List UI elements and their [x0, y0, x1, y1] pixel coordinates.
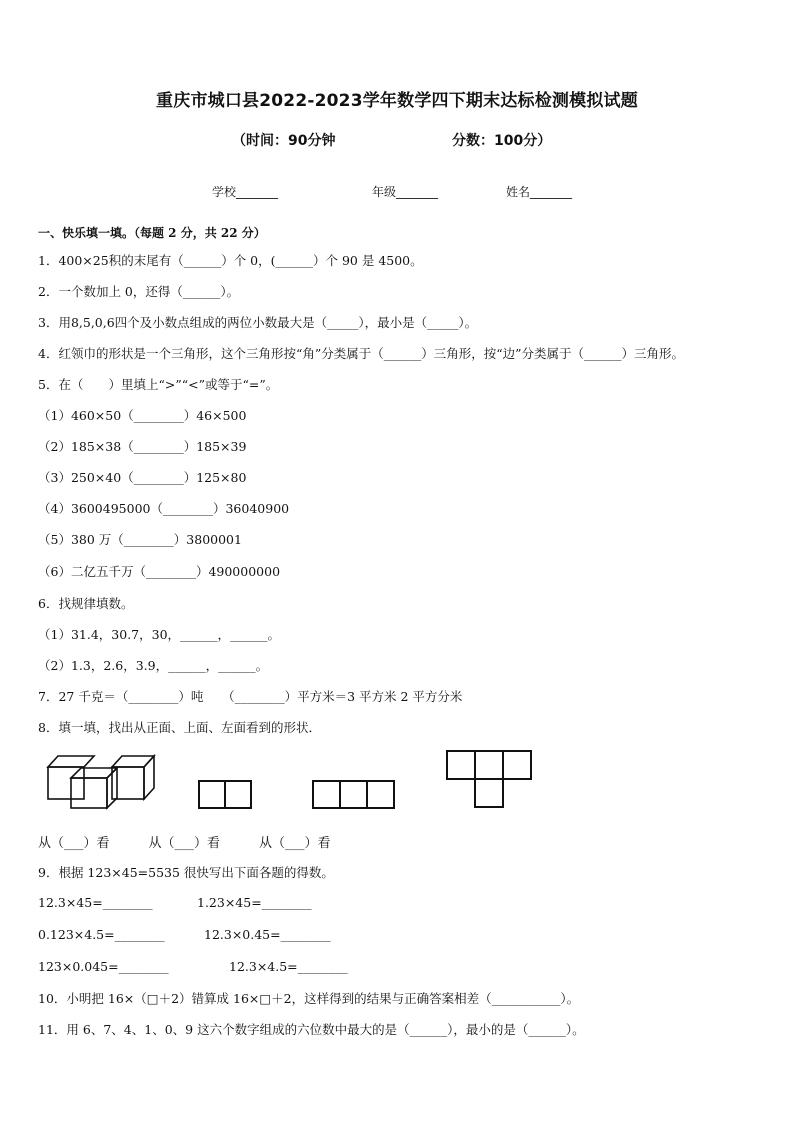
question-9-c2: 12.3×4.5=________ — [229, 959, 348, 974]
question-9-b1: 0.123×4.5=________ — [38, 927, 165, 942]
question-11: 11．用 6、7、4、1、0、9 这六个数字组成的六位数中最大的是（______），最小的是（______）。 — [38, 1022, 585, 1037]
section-heading: 一、快乐填一填。（每题 2 分，共 22 分） — [38, 226, 266, 240]
question-9-b2: 12.3×0.45=________ — [204, 927, 331, 942]
t-shape-view — [446, 750, 536, 810]
question-5-4: （4）3600495000（________）36040900 — [38, 501, 290, 516]
question-2: 2．一个数加上 0，还得（______）。 — [38, 284, 240, 299]
question-10: 10．小明把 16×（□＋2）错算成 16×□＋2，这样得到的结果与正确答案相差（___________）。 — [38, 991, 580, 1006]
question-5-1: （1）460×50（________）46×500 — [38, 408, 247, 423]
question-3: 3．用8,5,0,6四个及小数点组成的两位小数最大是（_____），最小是（_____）。 — [38, 315, 478, 330]
exam-score: 分数：100分） — [452, 133, 552, 149]
question-9: 9．根据 123×45=5535 很快写出下面各题的得数。 — [38, 865, 334, 880]
question-6-2: （2）1.3，2.6，3.9，______，______。 — [38, 658, 269, 673]
question-9-a1: 12.3×45=________ — [38, 895, 153, 910]
two-square-view — [198, 780, 254, 810]
question-9-c1: 123×0.045=________ — [38, 959, 169, 974]
question-6-1: （1）31.4，30.7，30，______，______。 — [38, 627, 281, 642]
question-8-views: 从（___）看 从（___）看 从（___）看 — [38, 836, 331, 851]
question-4: 4．红领巾的形状是一个三角形，这个三角形按“角”分类属于（______）三角形，按“边”分类属于（______）三角形。 — [38, 346, 685, 361]
question-5-3: （3）250×40（________）125×80 — [38, 470, 247, 485]
question-5-5: （5）380 万（________）3800001 — [38, 532, 242, 547]
question-6: 6．找规律填数。 — [38, 596, 134, 611]
cube-stack-figure — [44, 752, 160, 810]
school-field[interactable]: 学校_______ — [212, 185, 279, 199]
question-7: 7．27 千克＝（________）吨 （________）平方米＝3 平方米 2 平方分米 — [38, 689, 463, 704]
question-5-6: （6）二亿五千万（________）490000000 — [38, 564, 281, 579]
name-field[interactable]: 姓名_______ — [506, 185, 573, 199]
page-title: 重庆市城口县2022-2023学年数学四下期末达标检测模拟试题 — [156, 91, 638, 111]
grade-field[interactable]: 年级_______ — [372, 185, 439, 199]
question-8: 8．填一填，找出从正面、上面、左面看到的形状． — [38, 720, 321, 735]
question-5-2: （2）185×38（________）185×39 — [38, 439, 247, 454]
question-1: 1．400×25积的末尾有（______）个 0，(______）个 90 是 4500。 — [38, 253, 423, 268]
question-9-a2: 1.23×45=________ — [197, 895, 312, 910]
exam-time: （时间：90分钟 — [232, 133, 336, 149]
question-5: 5．在（ ）里填上“>”“<”或等于“=”。 — [38, 377, 279, 392]
three-square-view — [312, 780, 396, 810]
